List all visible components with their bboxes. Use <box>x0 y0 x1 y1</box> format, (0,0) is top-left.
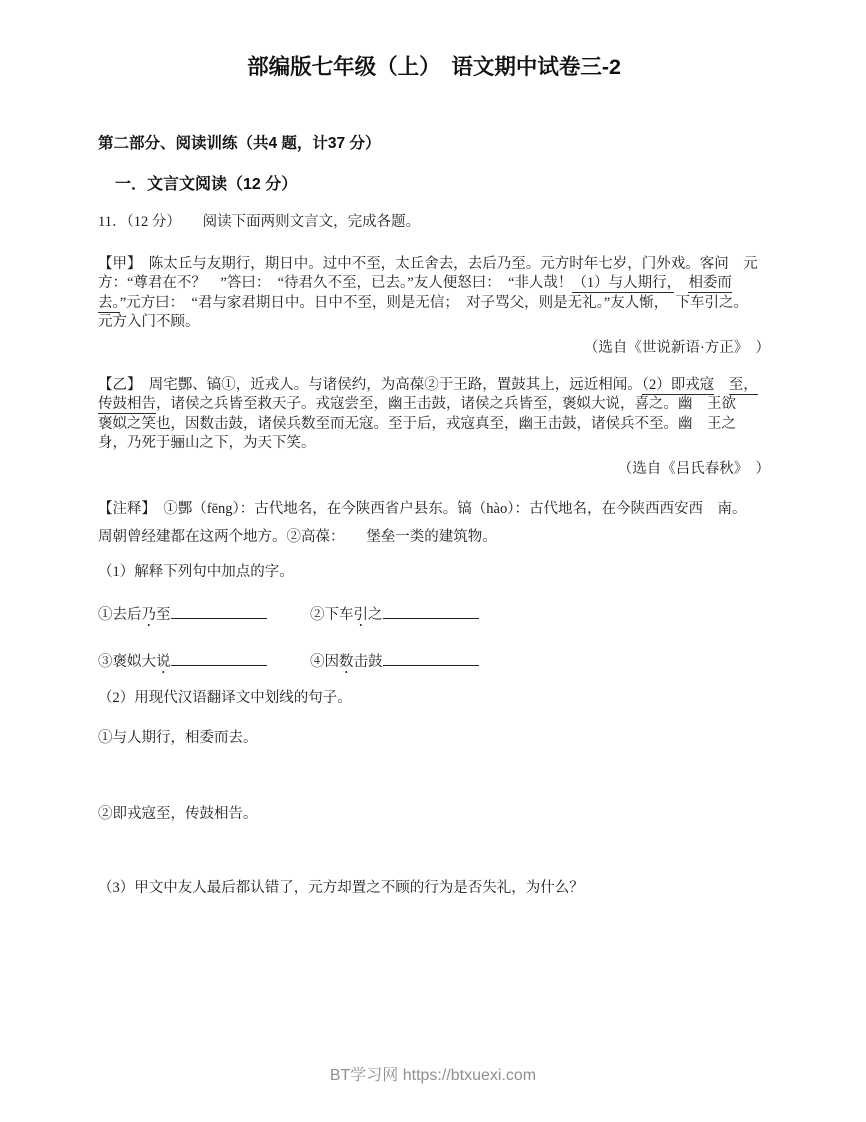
q1-item <box>98 652 310 672</box>
passage-text: ”元方曰： “君与家君期日中。日中不至，则是无信； 对子骂父，则是无礼。”友人惭， 下车引之。 <box>119 294 749 311</box>
underlined-text: 传鼓相告 <box>98 396 156 413</box>
passage-yi <box>98 376 770 479</box>
answer-blank <box>383 605 479 619</box>
passage-jia-source: （选自《世说新语·方正》 ） <box>583 340 770 357</box>
section-sub-heading: 一．文言文阅读（12 分） <box>115 176 298 193</box>
q1-item <box>310 605 770 625</box>
item-text: 至 <box>156 607 171 624</box>
question-11-lead: 11．（12 分） 阅读下面两则文言文，完成各题。 <box>98 214 421 230</box>
passage-line <box>98 415 770 434</box>
passage-text: 褒姒之笑也，因数击鼓，诸侯兵数至而无寇。至于后，戎寇真至，幽王击鼓，诸侯兵不至。幽 王之 <box>98 415 736 432</box>
passage-text: 身，乃死于骊山之下，为天下笑。 <box>98 435 316 452</box>
passage-line <box>98 434 770 453</box>
part-heading: 第二部分、阅读训练（共4 题，计37 分） <box>98 135 381 152</box>
question-1-prompt: （1）解释下列句中加点的字。 <box>98 564 294 581</box>
question-2 <box>98 689 770 824</box>
passage-line <box>98 395 770 414</box>
item-number: ③ <box>98 654 113 671</box>
item-text: 去后 <box>112 607 142 624</box>
question-2-prompt: （2）用现代汉语翻译文中划线的句子。 <box>98 690 352 707</box>
passage-text <box>674 275 689 291</box>
passage-yi-source: （选自《吕氏春秋》 ） <box>617 461 770 478</box>
passage-line <box>98 376 770 395</box>
dotted-char: 引 <box>353 607 368 624</box>
answer-blank <box>383 652 479 666</box>
dotted-char: 数 <box>339 654 354 671</box>
underlined-text: 至， <box>728 377 758 394</box>
passage-text: 方：“尊君在不？ ”答曰： “待君久不至，已去。”友人便怒曰： “非人哉！ <box>98 275 573 292</box>
dotted-char: 说 <box>156 654 171 671</box>
item-number: ② <box>310 607 325 624</box>
q2-sentence: ②即戎寇至，传鼓相告。 <box>98 806 258 823</box>
passage-text <box>714 377 729 393</box>
underlined-text: 相委而 <box>688 275 732 292</box>
annotations <box>98 495 770 551</box>
answer-blank <box>171 605 267 619</box>
passage-jia-lines <box>98 255 770 332</box>
item-text: 之 <box>368 607 383 624</box>
page-title: 部编版七年级（上） 语文期中试卷三-2 <box>247 55 621 79</box>
q2-items <box>98 729 770 824</box>
item-text: 下车 <box>324 607 354 624</box>
q2-sentence: ①与人期行，相委而去。 <box>98 730 258 747</box>
note-line: 【注释】 ①酆（fēng）：古代地名，在今陕西省户县东。镐（hào）：古代地名，在今陕西西安西 南。 <box>98 501 747 518</box>
passage-line <box>98 313 770 332</box>
passage-text: 元方入门不顾。 <box>98 313 200 330</box>
item-text: 褒姒大 <box>112 654 156 671</box>
passage-line <box>98 274 770 293</box>
question-3 <box>98 879 770 898</box>
question-1 <box>98 563 770 672</box>
footer-watermark: BT学习网 https://btxuexi.com <box>329 1067 537 1084</box>
item-number: ① <box>98 607 113 624</box>
question-3-prompt: （3）甲文中友人最后都认错了，元方却置之不顾的行为是否失礼，为什么？ <box>98 880 584 897</box>
item-text: 因 <box>324 654 339 671</box>
underlined-text: （1）与人期行， <box>572 275 674 292</box>
passage-text: ，诸侯之兵皆至救天子。戎寇尝至，幽王击鼓，诸侯之兵皆至，褒姒大说，喜之。幽 王欲 <box>156 396 736 413</box>
answer-blank <box>171 652 267 666</box>
passage-line <box>98 255 770 274</box>
note-line: 周朝曾经建都在这两个地方。②高葆： 堡垒一类的建筑物。 <box>98 529 497 546</box>
underlined-text: 去。 <box>98 294 120 311</box>
passage-line <box>98 294 770 313</box>
passage-text: 【甲】 陈太丘与友期行，期日中。过中不至，太丘舍去，去后乃至。元方时年七岁，门外戏。客问 元 <box>98 256 758 272</box>
q1-items <box>98 605 770 672</box>
underlined-text: （2）即戎寇 <box>641 377 715 394</box>
notes-lines <box>98 495 770 551</box>
dotted-char: 乃 <box>141 607 156 624</box>
item-number: ④ <box>310 654 325 671</box>
q1-item <box>310 652 770 672</box>
passage-text: 【乙】 周宅酆、镐①，近戎人。与诸侯约，为高葆②于王路，置鼓其上，远近相闻。 <box>98 377 642 394</box>
passage-yi-lines <box>98 376 770 453</box>
q1-item <box>98 605 310 625</box>
passage-jia <box>98 255 770 358</box>
item-text: 击鼓 <box>353 654 383 671</box>
